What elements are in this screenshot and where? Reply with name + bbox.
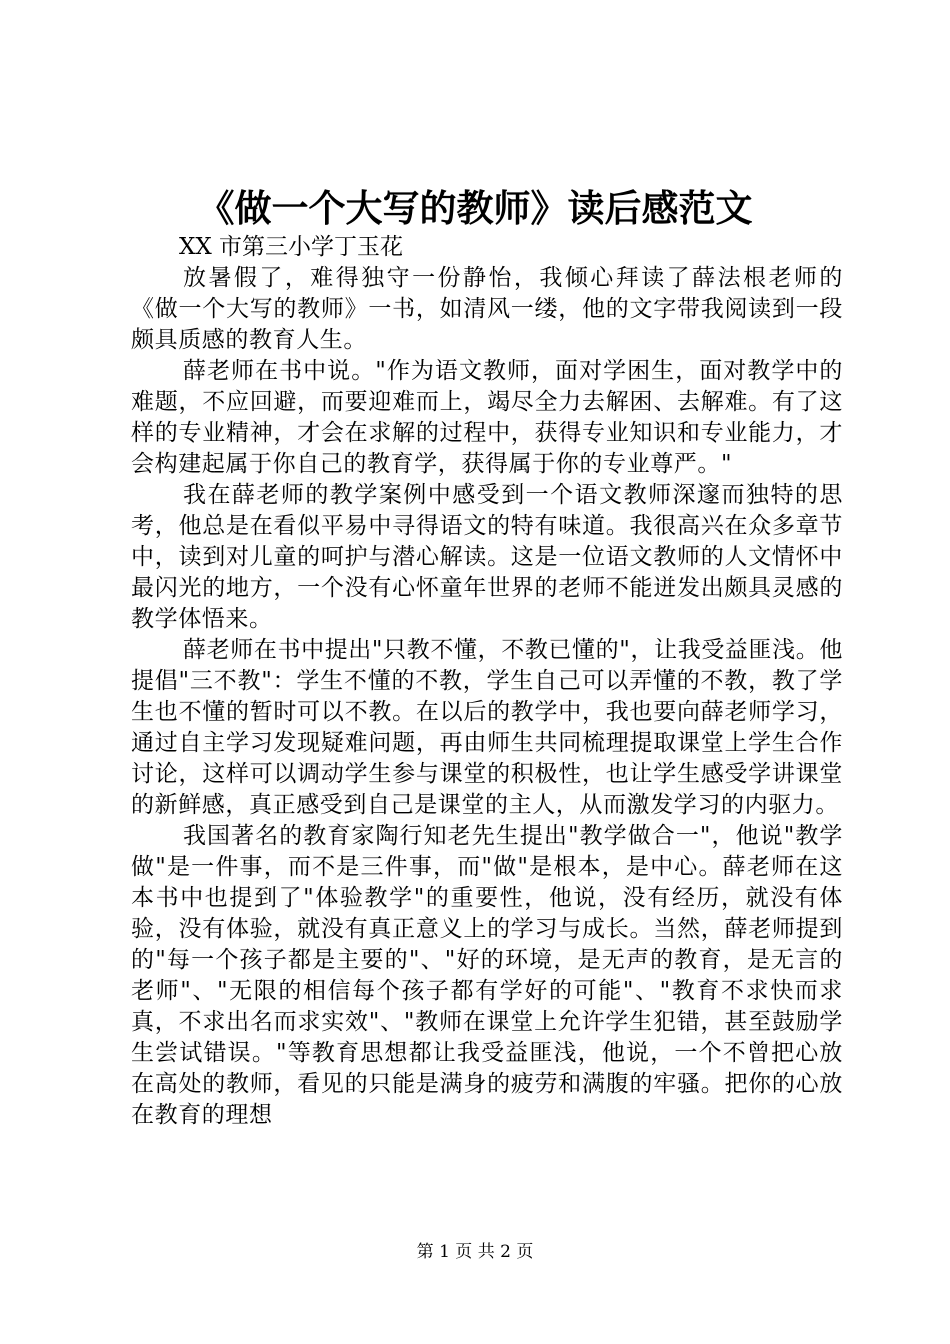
- paragraph: 我在薛老师的教学案例中感受到一个语文教师深邃而独特的思考，他总是在看似平易中寻得语文的特有味道。我很高兴在众多章节中，读到对儿童的呵护与潜心解读。这是一位语文教师的人文情怀中最闪光的地方，一个没有心怀童年世界的老师不能迸发出颇具灵感的教学体悟来。: [131, 482, 843, 632]
- author-line: XX 市第三小学丁玉花: [179, 234, 404, 260]
- page-number-footer: 第 1 页 共 2 页: [416, 1242, 534, 1262]
- paragraph: 放暑假了，难得独守一份静怡，我倾心拜读了薛法根老师的《做一个大写的教师》一书，如清风一缕，他的文字带我阅读到一段颇具质感的教育人生。: [131, 265, 843, 353]
- paragraph: 我国著名的教育家陶行知老先生提出"教学做合一"，他说"教学做"是一件事，而不是三件事，而"做"是根本，是中心。薛老师在这本书中也提到了"体验教学"的重要性，他说，没有经历，就没有体验，没有体验，就没有真正意义上的学习与成长。当然，薛老师提到的"每一个孩子都是主要的"、"好的环境，是无声的教育，是无言的老师"、"无限的相信每个孩子都有学好的可能"、"教育不求快而求真，不求出名而求实效"、"教师在课堂上允许学生犯错，甚至鼓励学生尝试错误。"等教育思想都让我受益匪浅，他说，一个不曾把心放在高处的教师，看见的只能是满身的疲劳和满腹的牢骚。把你的心放在教育的理想: [131, 823, 843, 1128]
- paragraph: 薛老师在书中说。"作为语文教师，面对学困生，面对教学中的难题，不应回避，而要迎难而上，竭尽全力去解困、去解难。有了这样的专业精神，才会在求解的过程中，获得专业知识和专业能力，才会构建起属于你自己的教育学，获得属于你的专业尊严。": [131, 358, 843, 477]
- document-title: 《做一个大写的教师》读后感范文: [197, 186, 753, 230]
- document-body: [131, 232, 843, 1131]
- paragraph: 薛老师在书中提出"只教不懂，不教已懂的"，让我受益匪浅。他提倡"三不教"：学生不懂的不教，学生自己可以弄懂的不教，教了学生也不懂的暂时可以不教。在以后的教学中，我也要向薛老师学习，通过自主学习发现疑难问题，再由师生共同梳理提取课堂上学生合作讨论，这样可以调动学生参与课堂的积极性，也让学生感受学讲课堂的新鲜感，真正感受到自己是课堂的主人，从而激发学习的内驱力。: [131, 637, 843, 818]
